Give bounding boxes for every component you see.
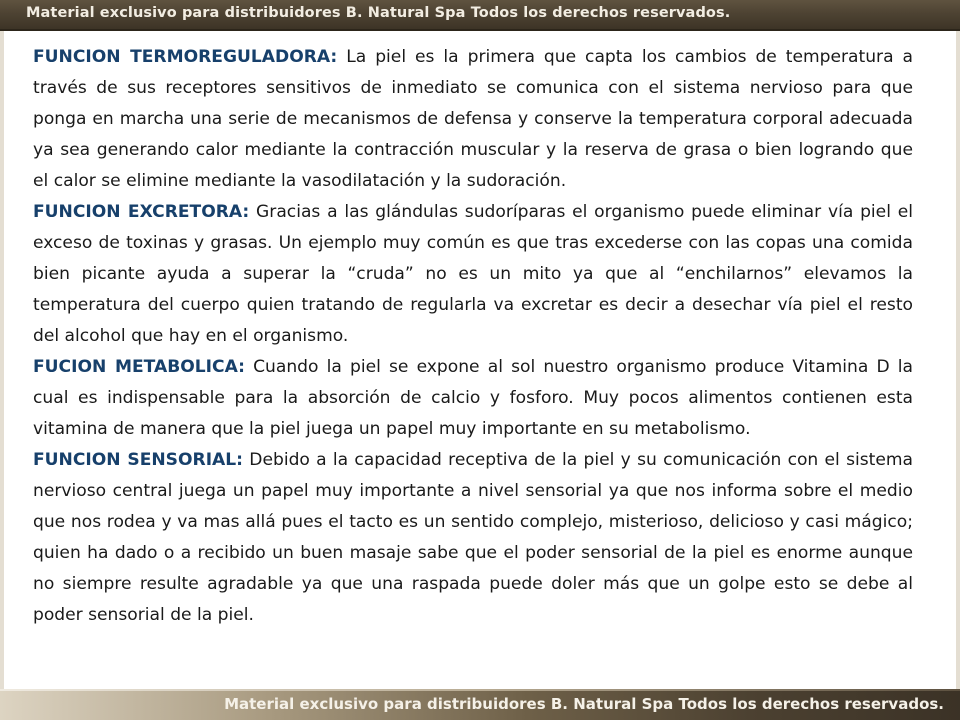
section-body: Gracias a las glándulas sudoríparas el organismo puede eliminar vía piel el exceso de toxinas y grasas. Un ejemplo muy común es que tras excederse con las copas una comida bien picante ayuda a superar la “cruda” no es un mito ya que al “enchilarnos” elevamos la temperatura del cuerpo quien tratando de regularla va excretar es decir a desechar vía piel el resto del alcohol que hay en el organismo.	[33, 202, 913, 346]
section-body: Cuando la piel se expone al sol nuestro organismo produce Vitamina D la cual es indispensable para la absorción de calcio y fosforo. Muy pocos alimentos contienen esta vitamina de manera que la piel juega un papel muy importante en su metabolismo.	[33, 357, 913, 439]
section-title: FUNCION EXCRETORA:	[33, 202, 250, 222]
section-sensorial	[33, 445, 913, 631]
section-body: La piel es la primera que capta los cambios de temperatura a través de sus receptores sensitivos de inmediato se comunica con el sistema nervioso para que ponga en marcha una serie de mecanismos de defensa y conserve la temperatura corporal adecuada ya sea generando calor mediante la contracción muscular y la reserva de grasa o bien logrando que el calor se elimine mediante la vasodilatación y la sudoración.	[33, 47, 913, 191]
section-title: FUNCION SENSORIAL:	[33, 450, 244, 470]
section-body: Debido a la capacidad receptiva de la piel y su comunicación con el sistema nervioso central juega un papel muy importante a nivel sensorial ya que nos informa sobre el medio que nos rodea y va mas allá pues el tacto es un sentido complejo, misterioso, delicioso y casi mágico; quien ha dado o a recibido un buen masaje sabe que el poder sensorial de la piel es enorme aunque no siempre resulte agradable ya que una raspada puede doler más que un golpe esto se debe al poder sensorial de la piel.	[33, 450, 913, 625]
header-copyright-notice: Material exclusivo para distribuidores B. Natural Spa Todos los derechos reservados.	[26, 5, 731, 21]
slide-content	[33, 42, 913, 631]
section-title: FUNCION TERMOREGULADORA:	[33, 47, 338, 67]
header-bar	[0, 0, 960, 31]
section-termoreguladora	[33, 42, 913, 197]
section-metabolica	[33, 352, 913, 445]
section-title: FUCION METABOLICA:	[33, 357, 245, 377]
footer-bar	[0, 691, 960, 720]
footer-copyright-notice: Material exclusivo para distribuidores B. Natural Spa Todos los derechos reservados.	[224, 695, 944, 713]
section-excretora	[33, 197, 913, 352]
